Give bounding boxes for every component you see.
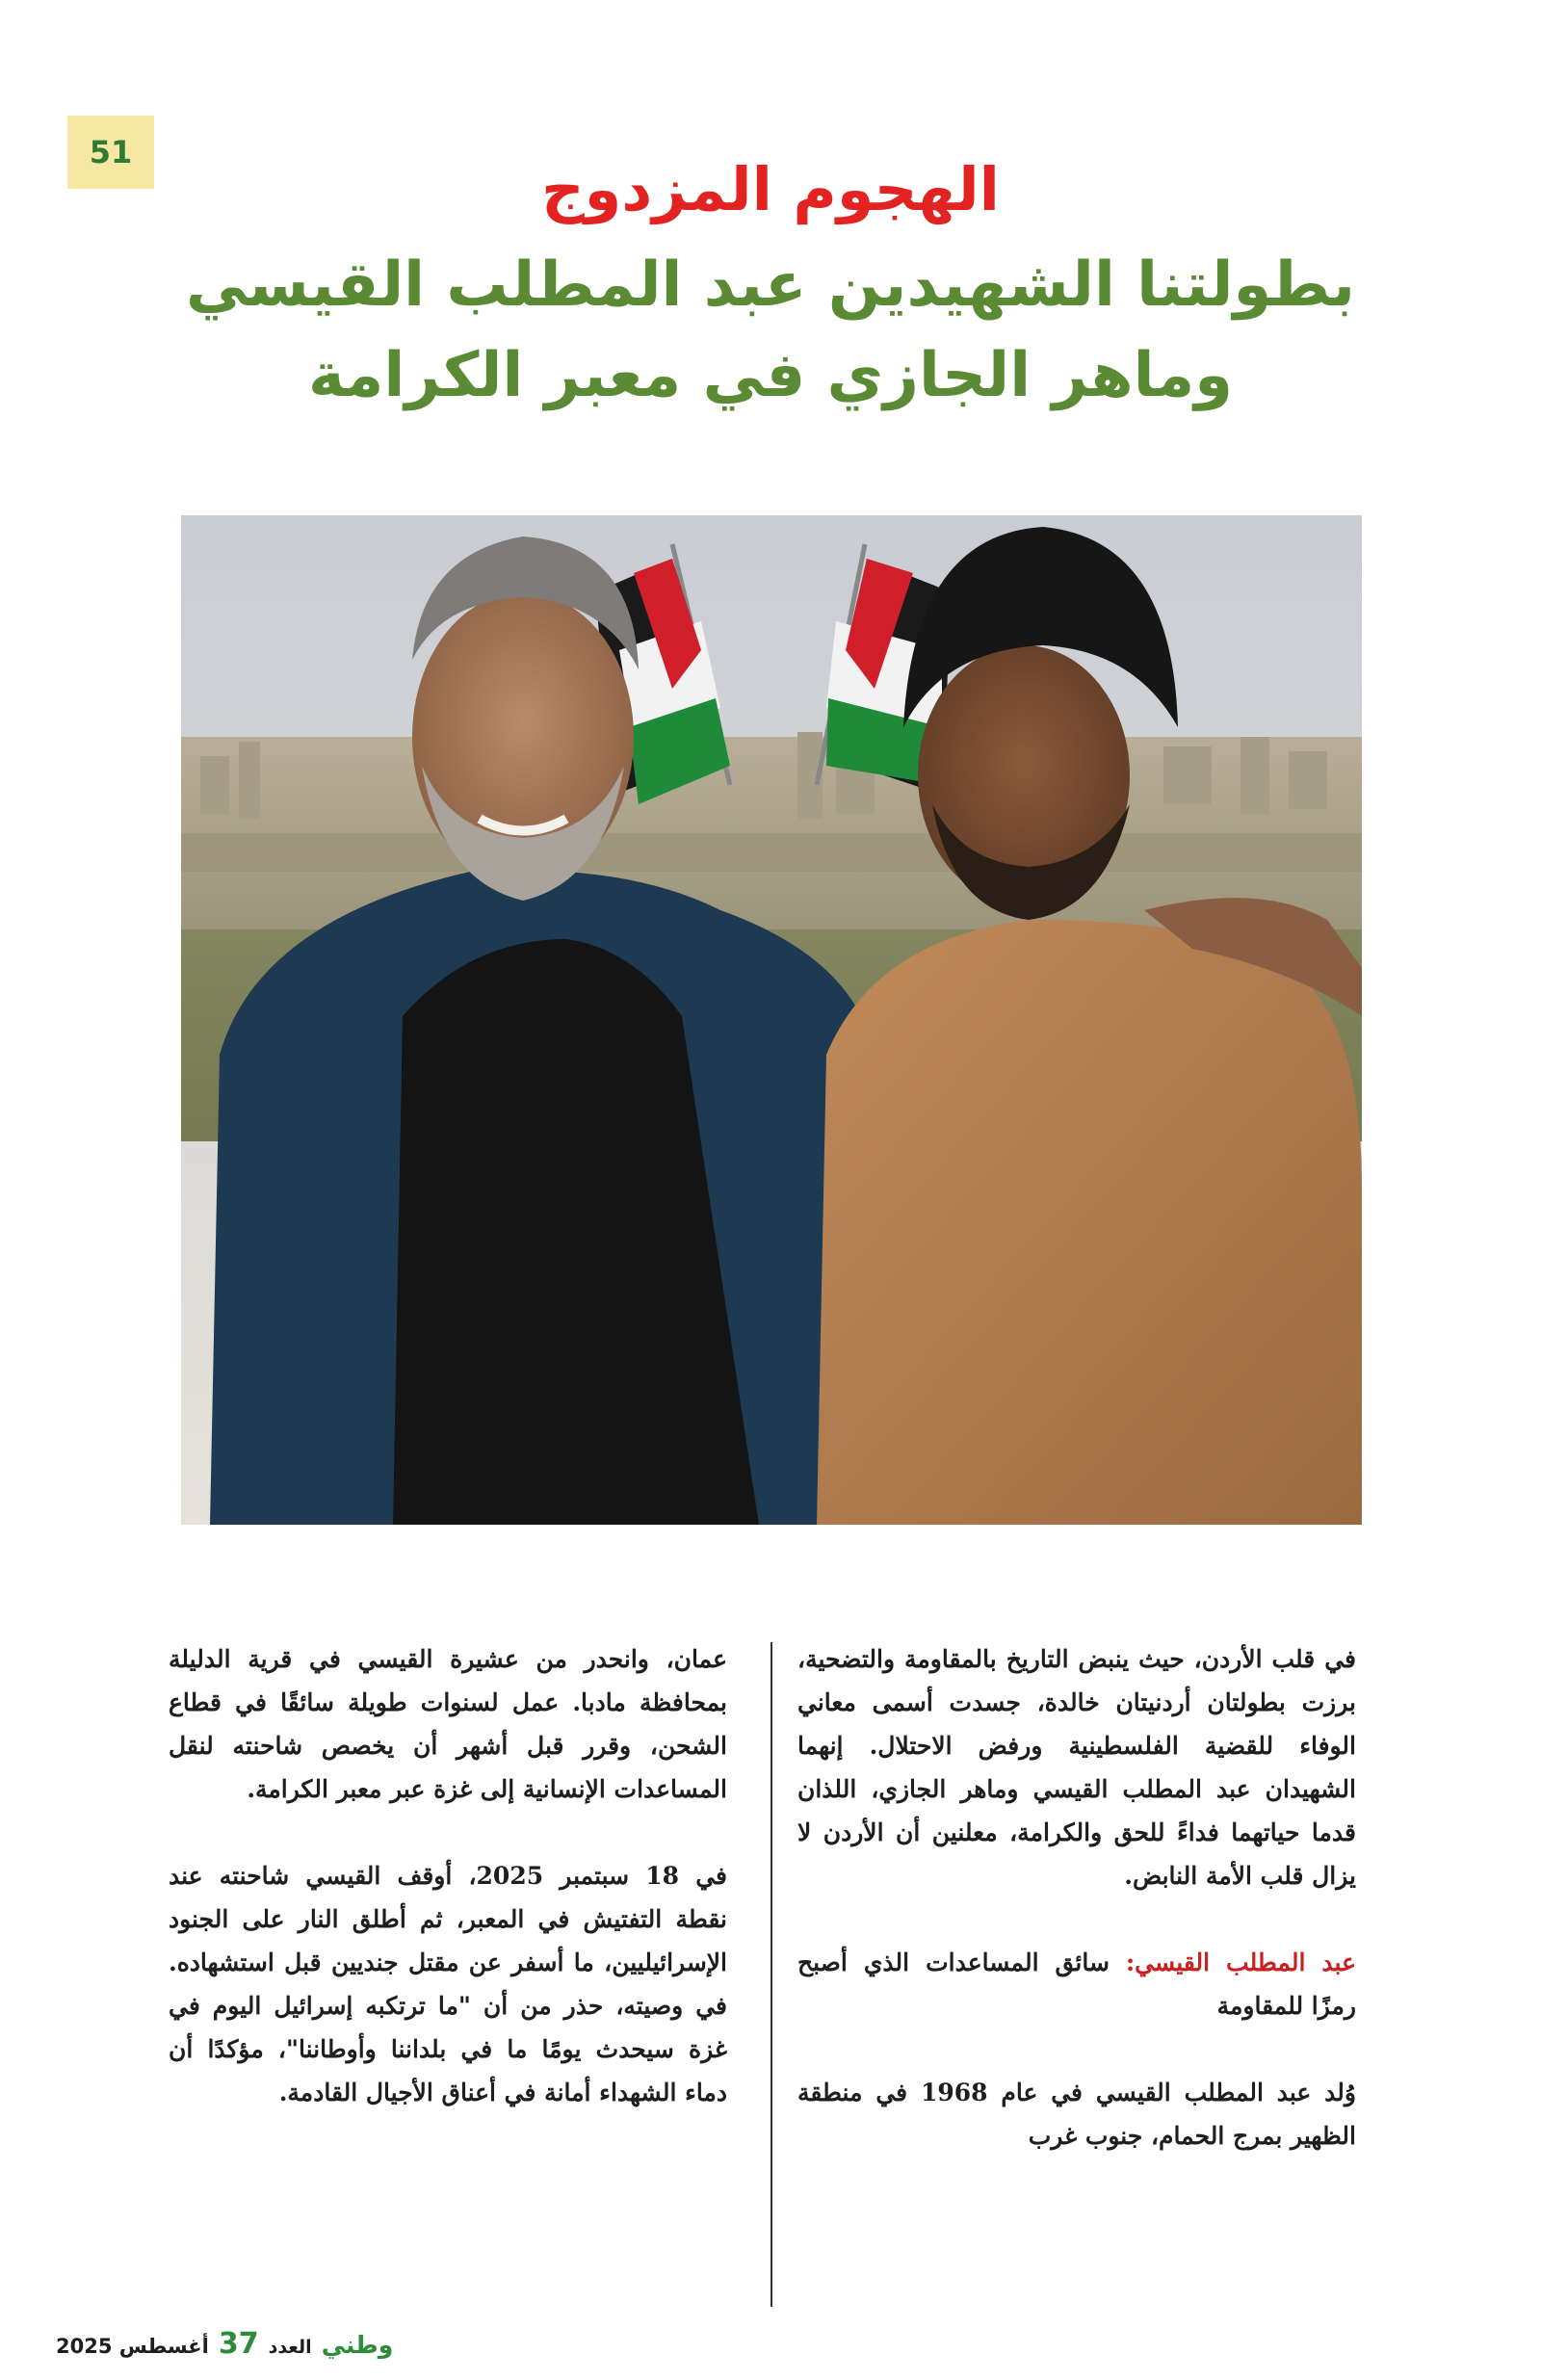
martyrs-photo (181, 515, 1362, 1525)
column-divider (770, 1642, 772, 2307)
issue-number: 37 (218, 2327, 259, 2361)
subheading-text: سائق المساعدات الذي أصبح رمزًا للمقاومة (797, 1948, 1356, 2020)
article-column-left (169, 1637, 727, 2158)
intro-paragraph: في قلب الأردن، حيث ينبض التاريخ بالمقاومة والتضحية، برزت بطولتان أردنيتان خالدة، جسدت أسمى معاني الوفاء للقضية الفلسطينية ورفض الاحتلال. إنهما الشهيدان عبد المطلب القيسي وماهر الجازي، اللذان قدما حياتهما فداءً للحق والكرامة، معلنين أن الأردن لا يزال قلب الأمة النابض. (797, 1645, 1356, 1890)
article-title-line-2: وماهر الجازي في معبر الكرامة (307, 340, 1234, 411)
attack-paragraph: في 18 سبتمبر 2025، أوقف القيسي شاحنته عند نقطة التفتيش في المعبر، ثم أطلق النار على الجنود الإسرائيليين، ما أسفر عن مقتل جنديين قبل استشهاده. في وصيته، حذر من أن "ما ترتكبه إسرائيل اليوم في غزة سيحدث يومًا ما في بلداننا وأوطاننا"، مؤكدًا أن دماء الشهداء أمانة في أعناق الأجيال القادمة. (169, 1862, 728, 2106)
page-number: 51 (89, 134, 133, 170)
issue-label: العدد (268, 2337, 312, 2358)
page-number-badge (67, 116, 154, 189)
page-footer (56, 2327, 393, 2361)
subheading (797, 1941, 1356, 2027)
bio-paragraph: وُلد عبد المطلب القيسي في عام 1968 في منطقة الظهير بمرج الحمام، جنوب غرب (797, 2079, 1356, 2150)
subheading-name: عبد المطلب القيسي: (1125, 1948, 1356, 1976)
issue-date: أغسطس 2025 (56, 2335, 209, 2358)
article-kicker: الهجوم المزدوج (541, 154, 1000, 224)
article-column-right (797, 1637, 1356, 2201)
article-title-line-1: بطولتنا الشهيدين عبد المطلب القيسي (186, 249, 1355, 321)
origin-paragraph: عمان، وانحدر من عشيرة القيسي في قرية الدليلة بمحافظة مادبا. عمل لسنوات طويلة سائقًا في قطاع الشحن، وقرر قبل أشهر أن يخصص شاحنته لنقل المساعدات الإنسانية إلى غزة عبر معبر الكرامة. (169, 1645, 727, 1803)
magazine-name: وطني (321, 2331, 394, 2359)
